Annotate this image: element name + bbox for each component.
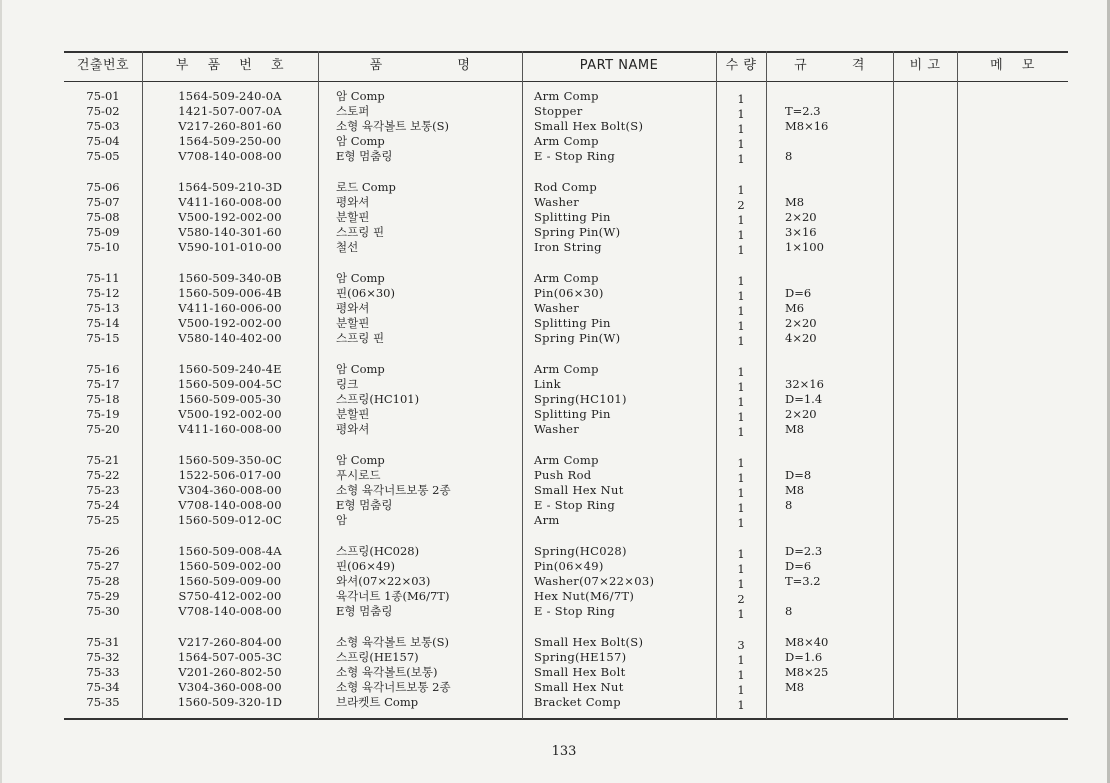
table-cell-item-number: 75-35: [86, 695, 120, 710]
header-bottom-rule: [64, 81, 1068, 82]
parts-table: [64, 51, 1068, 719]
table-cell-quantity: 1: [737, 365, 745, 379]
table-cell-spec: 32×16: [785, 377, 824, 392]
table-cell-part-number: V411-160-006-00: [178, 301, 282, 316]
table-cell-item-number: 75-29: [86, 589, 120, 604]
table-cell-part-number: V708-140-008-00: [178, 498, 282, 513]
page-number: 133: [551, 744, 577, 759]
scan-edge-left: [0, 0, 2, 783]
table-cell-quantity: 1: [737, 501, 745, 516]
table-cell-part-name-kr: 스프링(HE157): [336, 650, 419, 665]
table-cell-item-number: 75-21: [86, 453, 120, 467]
table-cell-part-name-kr: 분할핀: [336, 210, 370, 225]
table-cell-part-name-kr: 스프링 핀: [336, 331, 385, 346]
table-cell-quantity: 1: [737, 213, 745, 228]
table-cell-part-name-kr: 브라켓트 Comp: [336, 695, 419, 710]
table-cell-part-name-kr: 암 Comp: [336, 453, 385, 467]
table-cell-spec: 8: [785, 498, 793, 513]
header-name-kr: 품 명: [369, 58, 471, 73]
table-cell-item-number: 75-19: [86, 407, 120, 422]
table-cell-item-number: 75-23: [86, 483, 120, 498]
table-cell-part-name-kr: 평와셔: [336, 195, 370, 210]
table-cell-quantity: 2: [737, 198, 745, 213]
table-cell-quantity: 1: [737, 456, 745, 470]
table-cell-part-name-kr: 분할핀: [336, 407, 370, 422]
table-cell-part-number: V708-140-008-00: [178, 604, 282, 619]
table-cell-part-number: V708-140-008-00: [178, 149, 282, 164]
table-cell-part-number: 1560-509-320-1D: [177, 695, 283, 710]
table-cell-part-name-en: Splitting Pin: [534, 407, 611, 422]
table-cell-part-name-kr: 푸시로드: [336, 468, 381, 483]
table-cell-part-name-en: Small Hex Nut: [534, 680, 624, 695]
table-cell-part-name-en: Small Hex Bolt: [534, 665, 626, 680]
table-cell-part-number: 1560-509-350-0C: [178, 453, 282, 467]
table-cell-item-number: 75-09: [86, 225, 120, 240]
table-cell-spec: M8: [785, 680, 805, 695]
table-cell-part-number: 1564-509-240-0A: [178, 89, 282, 103]
table-cell-item-number: 75-05: [86, 149, 120, 164]
table-bottom-rule: [64, 718, 1068, 720]
table-cell-part-number: V304-360-008-00: [178, 483, 282, 498]
table-cell-part-number: 1522-506-017-00: [178, 468, 282, 483]
table-cell-quantity: 1: [737, 228, 745, 243]
table-cell-quantity: 1: [737, 698, 745, 713]
table-cell-spec: 2×20: [785, 316, 817, 331]
table-cell-quantity: 1: [737, 289, 745, 304]
table-cell-part-name-en: Bracket Comp: [534, 695, 621, 710]
table-cell-quantity: 1: [737, 92, 745, 106]
table-cell-part-name-kr: 암 Comp: [336, 271, 385, 285]
table-cell-part-name-kr: 평와셔: [336, 301, 370, 316]
table-cell-quantity: 1: [737, 486, 745, 501]
table-cell-item-number: 75-31: [86, 635, 120, 649]
table-cell-item-number: 75-04: [86, 134, 120, 149]
table-cell-item-number: 75-17: [86, 377, 120, 392]
table-cell-part-number: V201-260-802-50: [178, 665, 282, 680]
table-cell-part-name-en: Hex Nut(M6/7T): [534, 589, 635, 604]
table-cell-spec: T=3.2: [785, 574, 821, 589]
table-cell-item-number: 75-10: [86, 240, 120, 255]
table-cell-part-number: 1560-509-006-4B: [178, 286, 282, 301]
table-cell-part-number: 1564-507-005-3C: [178, 650, 282, 665]
table-cell-part-name-en: Pin(06×30): [534, 286, 604, 301]
table-cell-part-name-kr: 스프링 핀: [336, 225, 385, 240]
table-cell-quantity: 1: [737, 334, 745, 349]
table-cell-item-number: 75-18: [86, 392, 120, 407]
column-divider: [522, 51, 523, 719]
table-cell-part-number: 1560-509-008-4A: [178, 544, 282, 558]
table-cell-spec: M8: [785, 483, 805, 498]
table-cell-part-name-kr: 암: [336, 513, 348, 528]
table-cell-spec: T=2.3: [785, 104, 821, 119]
table-cell-part-name-en: Arm Comp: [534, 362, 599, 376]
table-cell-item-number: 75-26: [86, 544, 120, 558]
table-cell-quantity: 1: [737, 668, 745, 683]
table-cell-part-name-kr: 소형 육각너트보통 2종: [336, 680, 451, 695]
header-qty: 수 량: [725, 58, 757, 73]
table-cell-spec: D=6: [785, 559, 812, 574]
table-cell-part-number: 1560-509-009-00: [178, 574, 282, 589]
table-cell-part-name-en: Arm Comp: [534, 453, 599, 467]
table-cell-part-name-kr: 암 Comp: [336, 362, 385, 376]
table-cell-spec: M8: [785, 195, 805, 210]
table-cell-quantity: 1: [737, 653, 745, 668]
table-cell-part-number: V411-160-008-00: [178, 422, 282, 437]
table-cell-part-name-en: Washer: [534, 422, 580, 437]
table-cell-part-number: V411-160-008-00: [178, 195, 282, 210]
table-cell-part-name-kr: 소형 육각볼트 보통(S): [336, 119, 450, 134]
table-cell-quantity: 1: [737, 425, 745, 440]
table-cell-quantity: 1: [737, 471, 745, 486]
table-cell-part-name-kr: 암 Comp: [336, 134, 385, 149]
table-cell-part-number: V580-140-301-60: [178, 225, 282, 240]
table-cell-part-name-kr: 링크: [336, 377, 359, 392]
table-cell-item-number: 75-25: [86, 513, 120, 528]
table-cell-quantity: 1: [737, 183, 745, 197]
table-cell-part-name-en: Spring(HC101): [534, 392, 627, 407]
table-cell-item-number: 75-15: [86, 331, 120, 346]
table-cell-spec: M8: [785, 422, 805, 437]
table-cell-quantity: 1: [737, 516, 745, 531]
table-cell-spec: 2×20: [785, 407, 817, 422]
table-cell-item-number: 75-22: [86, 468, 120, 483]
table-cell-quantity: 2: [737, 592, 745, 607]
table-cell-spec: D=2.3: [785, 544, 823, 558]
table-cell-spec: 3×16: [785, 225, 817, 240]
table-cell-item-number: 75-03: [86, 119, 120, 134]
table-cell-part-name-en: Washer(07×22×03): [534, 574, 655, 589]
table-cell-part-number: 1560-509-340-0B: [178, 271, 282, 285]
table-cell-item-number: 75-24: [86, 498, 120, 513]
table-cell-part-name-en: Push Rod: [534, 468, 592, 483]
table-cell-spec: D=6: [785, 286, 812, 301]
table-cell-part-number: V580-140-402-00: [178, 331, 282, 346]
table-cell-part-name-kr: E형 멈춤링: [336, 149, 393, 164]
table-cell-quantity: 1: [737, 107, 745, 122]
table-cell-item-number: 75-30: [86, 604, 120, 619]
table-cell-part-name-kr: 핀(06×49): [336, 559, 395, 574]
table-cell-spec: 2×20: [785, 210, 817, 225]
table-cell-spec: 8: [785, 604, 793, 619]
table-cell-part-number: V500-192-002-00: [178, 407, 282, 422]
table-cell-part-name-en: Pin(06×49): [534, 559, 604, 574]
table-cell-part-name-en: Spring(HC028): [534, 544, 627, 558]
table-cell-quantity: 1: [737, 395, 745, 410]
table-cell-part-number: V304-360-008-00: [178, 680, 282, 695]
table-cell-quantity: 1: [737, 562, 745, 577]
header-note: 비 고: [909, 58, 941, 73]
table-cell-part-number: 1560-509-012-0C: [178, 513, 282, 528]
table-cell-item-number: 75-12: [86, 286, 120, 301]
table-cell-part-name-kr: 소형 육각볼트 보통(S): [336, 635, 450, 649]
table-cell-part-name-kr: 스프링(HC028): [336, 544, 420, 558]
column-divider: [318, 51, 319, 719]
table-cell-part-name-en: Rod Comp: [534, 180, 597, 194]
table-cell-part-name-en: Washer: [534, 301, 580, 316]
table-cell-part-name-kr: 와셔(07×22×03): [336, 574, 431, 589]
table-cell-part-number: 1421-507-007-0A: [178, 104, 282, 119]
table-cell-part-name-kr: 평와셔: [336, 422, 370, 437]
table-cell-part-name-kr: 암 Comp: [336, 89, 385, 103]
table-cell-part-number: V500-192-002-00: [178, 316, 282, 331]
table-cell-quantity: 1: [737, 137, 745, 152]
table-cell-part-number: S750-412-002-00: [178, 589, 282, 604]
table-cell-part-number: 1564-509-210-3D: [177, 180, 283, 194]
table-cell-part-name-en: Link: [534, 377, 561, 392]
table-cell-part-number: 1560-509-002-00: [178, 559, 282, 574]
table-cell-quantity: 1: [737, 122, 745, 137]
header-part-name: PART NAME: [579, 58, 659, 73]
table-cell-part-name-en: Splitting Pin: [534, 210, 611, 225]
table-cell-part-name-en: Arm: [534, 513, 560, 528]
table-cell-part-name-en: Washer: [534, 195, 580, 210]
header-spec: 규 격: [794, 58, 865, 73]
table-cell-part-name-en: Small Hex Nut: [534, 483, 624, 498]
table-cell-part-name-en: Splitting Pin: [534, 316, 611, 331]
table-cell-part-number: V590-101-010-00: [178, 240, 282, 255]
table-cell-part-name-en: Spring Pin(W): [534, 331, 621, 346]
table-cell-part-name-en: E - Stop Ring: [534, 498, 616, 513]
table-cell-part-name-kr: 로드 Comp: [336, 180, 396, 194]
table-cell-item-number: 75-33: [86, 665, 120, 680]
table-cell-part-number: V500-192-002-00: [178, 210, 282, 225]
table-cell-item-number: 75-01: [86, 89, 120, 103]
table-cell-part-number: V217-260-801-60: [178, 119, 282, 134]
table-cell-quantity: 1: [737, 547, 745, 561]
table-cell-spec: M6: [785, 301, 805, 316]
table-cell-item-number: 75-02: [86, 104, 120, 119]
table-cell-part-number: V217-260-804-00: [178, 635, 282, 649]
table-cell-part-name-en: Arm Comp: [534, 271, 599, 285]
table-cell-quantity: 1: [737, 577, 745, 592]
table-cell-item-number: 75-27: [86, 559, 120, 574]
column-divider: [766, 51, 767, 719]
header-part-no: 부 품 번 호: [175, 58, 285, 73]
table-cell-item-number: 75-08: [86, 210, 120, 225]
table-cell-quantity: 1: [737, 319, 745, 334]
table-cell-item-number: 75-13: [86, 301, 120, 316]
table-cell-part-name-en: Arm Comp: [534, 134, 599, 149]
table-cell-quantity: 1: [737, 304, 745, 319]
table-cell-part-name-en: Stopper: [534, 104, 583, 119]
table-cell-spec: D=1.6: [785, 650, 823, 665]
table-cell-quantity: 1: [737, 410, 745, 425]
table-cell-item-number: 75-32: [86, 650, 120, 665]
table-cell-part-name-kr: 철선: [336, 240, 359, 255]
table-cell-part-name-kr: E형 멈춤링: [336, 498, 393, 513]
table-cell-spec: D=1.4: [785, 392, 823, 407]
table-cell-spec: 8: [785, 149, 793, 164]
table-cell-quantity: 1: [737, 243, 745, 258]
table-cell-quantity: 1: [737, 274, 745, 288]
table-cell-part-number: 1560-509-240-4E: [178, 362, 282, 376]
table-cell-part-name-en: Spring Pin(W): [534, 225, 621, 240]
table-cell-part-name-kr: 육각너트 1종(M6/7T): [336, 589, 450, 604]
header-no: 건출번호: [76, 58, 130, 73]
table-cell-item-number: 75-28: [86, 574, 120, 589]
table-cell-spec: D=8: [785, 468, 812, 483]
table-cell-part-name-en: Small Hex Bolt(S): [534, 119, 644, 134]
table-cell-quantity: 1: [737, 607, 745, 622]
column-divider: [957, 51, 958, 719]
table-cell-spec: 1×100: [785, 240, 824, 255]
table-cell-part-name-kr: 소형 육각너트보통 2종: [336, 483, 451, 498]
table-cell-part-name-kr: 스토퍼: [336, 104, 370, 119]
table-cell-item-number: 75-06: [86, 180, 120, 194]
table-cell-quantity: 1: [737, 380, 745, 395]
table-cell-part-name-en: E - Stop Ring: [534, 149, 616, 164]
table-cell-part-name-kr: 스프링(HC101): [336, 392, 420, 407]
table-cell-part-name-kr: E형 멈춤링: [336, 604, 393, 619]
table-cell-part-name-en: Iron String: [534, 240, 602, 255]
table-cell-item-number: 75-16: [86, 362, 120, 376]
table-cell-part-number: 1560-509-005-30: [178, 392, 282, 407]
table-cell-part-name-en: E - Stop Ring: [534, 604, 616, 619]
table-cell-item-number: 75-20: [86, 422, 120, 437]
table-cell-part-name-en: Arm Comp: [534, 89, 599, 103]
table-cell-quantity: 3: [737, 638, 745, 652]
table-cell-spec: 4×20: [785, 331, 817, 346]
table-cell-spec: M8×25: [785, 665, 829, 680]
table-cell-quantity: 1: [737, 683, 745, 698]
header-memo: 메 모: [990, 58, 1035, 73]
table-cell-part-number: 1564-509-250-00: [178, 134, 282, 149]
table-cell-part-name-kr: 소형 육각볼트(보통): [336, 665, 438, 680]
table-cell-spec: M8×40: [785, 635, 829, 649]
column-divider: [893, 51, 894, 719]
table-cell-part-number: 1560-509-004-5C: [178, 377, 282, 392]
table-cell-item-number: 75-34: [86, 680, 120, 695]
table-cell-item-number: 75-14: [86, 316, 120, 331]
table-cell-item-number: 75-07: [86, 195, 120, 210]
table-cell-item-number: 75-11: [86, 271, 120, 285]
table-cell-part-name-en: Spring(HE157): [534, 650, 627, 665]
table-cell-part-name-kr: 분할핀: [336, 316, 370, 331]
table-cell-part-name-en: Small Hex Bolt(S): [534, 635, 644, 649]
table-cell-spec: M8×16: [785, 119, 829, 134]
table-cell-part-name-kr: 핀(06×30): [336, 286, 395, 301]
table-cell-quantity: 1: [737, 152, 745, 167]
